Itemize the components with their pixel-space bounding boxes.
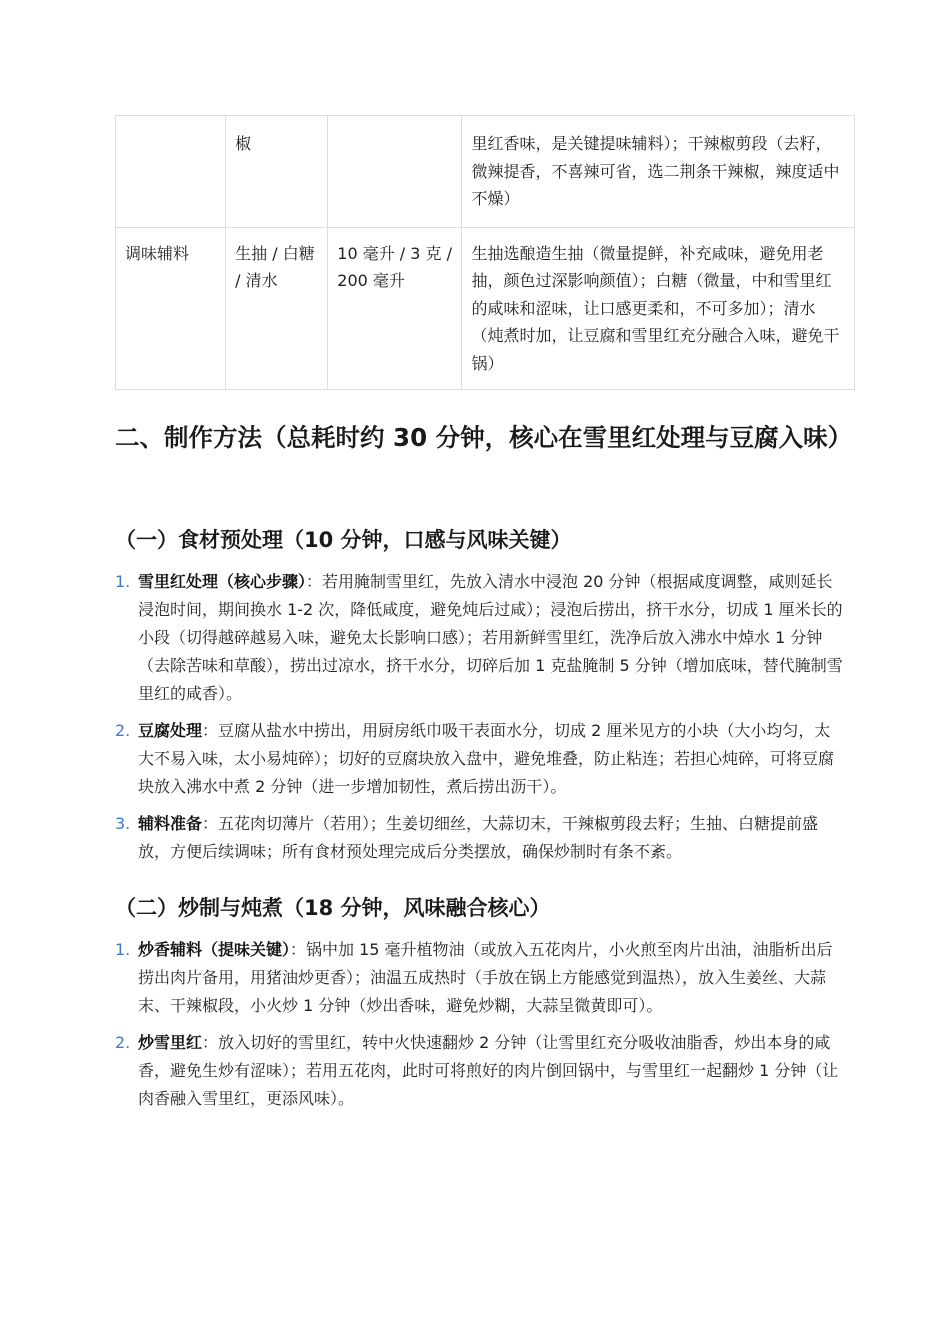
step-term: 炒雪里红 bbox=[138, 1033, 203, 1052]
list-item bbox=[115, 568, 845, 708]
list-number: 2. bbox=[115, 721, 131, 740]
subsection-heading-prep: （一）食材预处理（10 分钟，口感与风味关键） bbox=[115, 528, 572, 552]
step-term: 炒香辅料（提味关键） bbox=[138, 940, 291, 959]
prep-steps-list bbox=[115, 568, 845, 875]
step-term: 豆腐处理 bbox=[138, 721, 203, 740]
list-number: 1. bbox=[115, 572, 131, 591]
cooking-steps-list bbox=[115, 936, 845, 1122]
step-text: ：若用腌制雪里红，先放入清水中浸泡 20 分钟（根据咸度调整，咸则延长浸泡时间，期间换水 1-2 次，降低咸度，避免炖后过咸）；浸泡后捞出，挤干水分，切成 1 厘米长的小段（切得越碎越易入味，避免太长影响口感）；若用新鲜雪里红，洗净后放入沸水中焯水 1 分钟（去除苦味和草酸），捞出过凉水，挤干水分，切碎后加 1 克盐腌制 5 分钟（增加底味，替代腌制雪里红的咸香）。 bbox=[138, 572, 843, 703]
step-text: ：放入切好的雪里红，转中火快速翻炒 2 分钟（让雪里红充分吸收油脂香，炒出本身的咸香，避免生炒有涩味）；若用五花肉，此时可将煎好的肉片倒回锅中，与雪里红一起翻炒 1 分钟（让肉香融入雪里红，更添风味）。 bbox=[138, 1033, 839, 1108]
table-row bbox=[116, 116, 855, 228]
list-item bbox=[115, 1029, 845, 1113]
list-number: 2. bbox=[115, 1033, 131, 1052]
list-number: 3. bbox=[115, 814, 131, 833]
step-text: ：豆腐从盐水中捞出，用厨房纸巾吸干表面水分，切成 2 厘米见方的小块（大小均匀，太大不易入味，太小易炖碎）；切好的豆腐块放入盘中，避免堆叠，防止粘连；若担心炖碎，可将豆腐块放入沸水中煮 2 分钟（进一步增加韧性，煮后捞出沥干）。 bbox=[138, 721, 835, 796]
section-heading: 二、制作方法（总耗时约 30 分钟，核心在雪里红处理与豆腐入味） bbox=[115, 423, 853, 452]
step-term: 辅料准备 bbox=[138, 814, 203, 833]
list-item bbox=[115, 936, 845, 1020]
table-cell-category bbox=[116, 116, 226, 228]
step-text: ：锅中加 15 毫升植物油（或放入五花肉片，小火煎至肉片出油，油脂析出后捞出肉片备用，用猪油炒更香）；油温五成热时（手放在锅上方能感觉到温热），放入生姜丝、大蒜末、干辣椒段，小火炒 1 分钟（炒出香味，避免炒糊，大蒜呈微黄即可）。 bbox=[138, 940, 833, 1015]
subsection-heading-cooking: （二）炒制与炖煮（18 分钟，风味融合核心） bbox=[115, 896, 551, 920]
step-term: 雪里红处理（核心步骤） bbox=[138, 572, 307, 591]
list-item bbox=[115, 717, 845, 801]
table-cell-amount bbox=[328, 116, 462, 228]
table-row bbox=[116, 227, 855, 390]
list-number: 1. bbox=[115, 940, 131, 959]
table-cell-item: 生抽 / 白糖 / 清水 bbox=[226, 227, 328, 390]
step-text: ：五花肉切薄片（若用）；生姜切细丝，大蒜切末，干辣椒剪段去籽；生抽、白糖提前盛放，方便后续调味；所有食材预处理完成后分类摆放，确保炒制时有条不紊。 bbox=[138, 814, 819, 861]
table-cell-category: 调味辅料 bbox=[116, 227, 226, 390]
table-cell-notes: 生抽选酿造生抽（微量提鲜，补充咸味，避免用老抽，颜色过深影响颜值）；白糖（微量，中和雪里红的咸味和涩味，让口感更柔和，不可多加）；清水（炖煮时加，让豆腐和雪里红充分融合入味，避免干锅） bbox=[462, 227, 855, 390]
table-cell-item: 椒 bbox=[226, 116, 328, 228]
table-cell-notes: 里红香味，是关键提味辅料）；干辣椒剪段（去籽，微辣提香，不喜辣可省，选二荆条干辣椒，辣度适中不燥） bbox=[462, 116, 855, 228]
list-item bbox=[115, 810, 845, 866]
ingredients-table bbox=[115, 115, 855, 390]
table-cell-amount: 10 毫升 / 3 克 / 200 毫升 bbox=[328, 227, 462, 390]
